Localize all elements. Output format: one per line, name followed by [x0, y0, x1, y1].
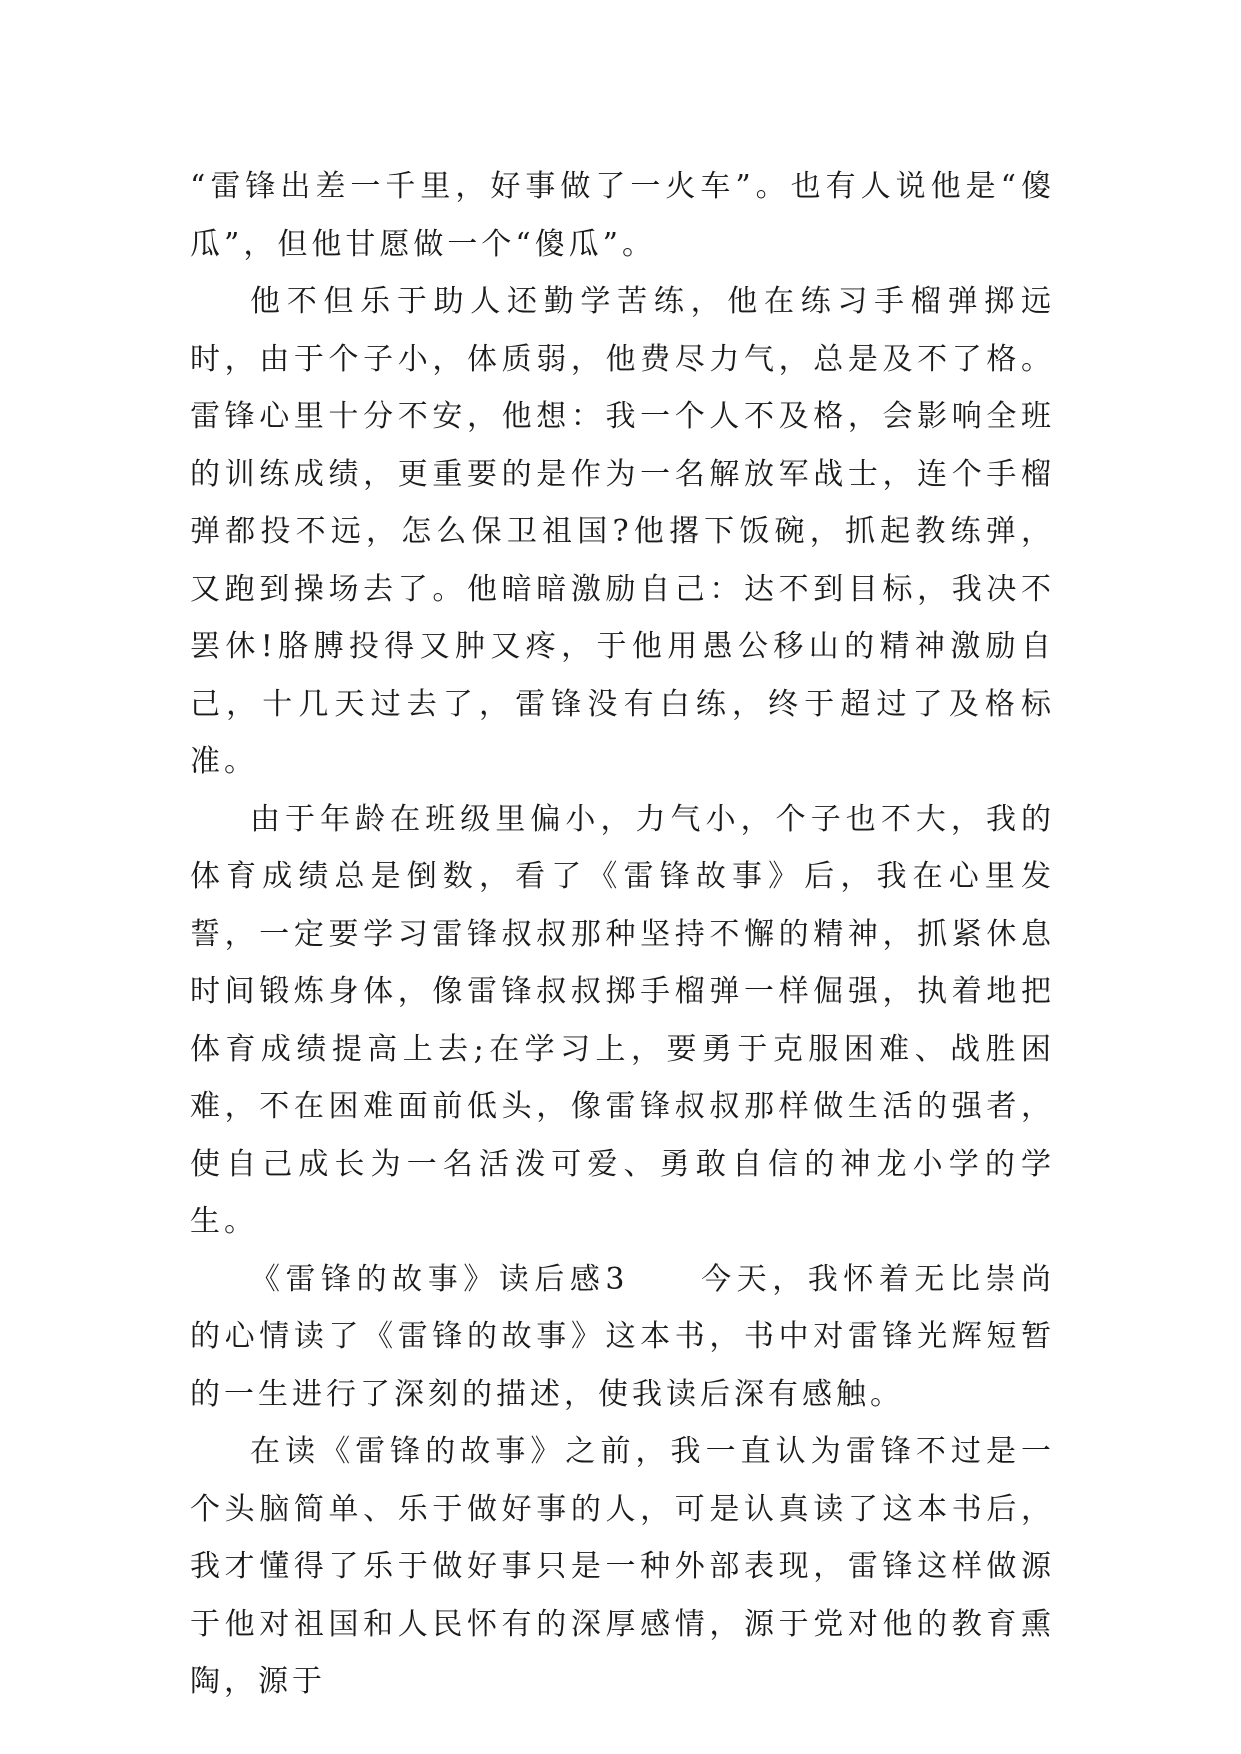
paragraph: 他不但乐于助人还勤学苦练，他在练习手榴弹掷远时，由于个子小，体质弱，他费尽力气，总是及不了格。雷锋心里十分不安，他想：我一个人不及格，会影响全班的训练成绩，更重要的是作为一名解放军战士，连个手榴弹都投不远，怎么保卫祖国?他撂下饭碗，抓起教练弹，又跑到操场去了。他暗暗激励自己：达不到目标，我决不罢休!胳膊投得又肿又疼，于他用愚公移山的精神激励自己，十几天过去了，雷锋没有白练，终于超过了及格标准。: [190, 284, 1055, 779]
paragraph: 《雷锋的故事》读后感3 今天，我怀着无比崇尚的心情读了《雷锋的故事》这本书，书中对雷锋光辉短暂的一生进行了深刻的描述，使我读后深有感触。: [190, 1261, 1055, 1412]
document-body: [190, 158, 1055, 1711]
paragraph: 由于年龄在班级里偏小，力气小，个子也不大，我的体育成绩总是倒数，看了《雷锋故事》后，我在心里发誓，一定要学习雷锋叔叔那种坚持不懈的精神，抓紧休息时间锻炼身体，像雷锋叔叔掷手榴弹一样倔强，执着地把体育成绩提高上去;在学习上，要勇于克服困难、战胜困难，不在困难面前低头，像雷锋叔叔那样做生活的强者，使自己成长为一名活泼可爱、勇敢自信的神龙小学的学生。: [190, 801, 1055, 1239]
paragraph: 在读《雷锋的故事》之前，我一直认为雷锋不过是一个头脑简单、乐于做好事的人，可是认真读了这本书后，我才懂得了乐于做好事只是一种外部表现，雷锋这样做源于他对祖国和人民怀有的深厚感情，源于党对他的教育熏陶，源于: [190, 1434, 1055, 1699]
paragraph: “雷锋出差一千里，好事做了一火车”。也有人说他是“傻瓜”，但他甘愿做一个“傻瓜”。: [190, 169, 1055, 262]
